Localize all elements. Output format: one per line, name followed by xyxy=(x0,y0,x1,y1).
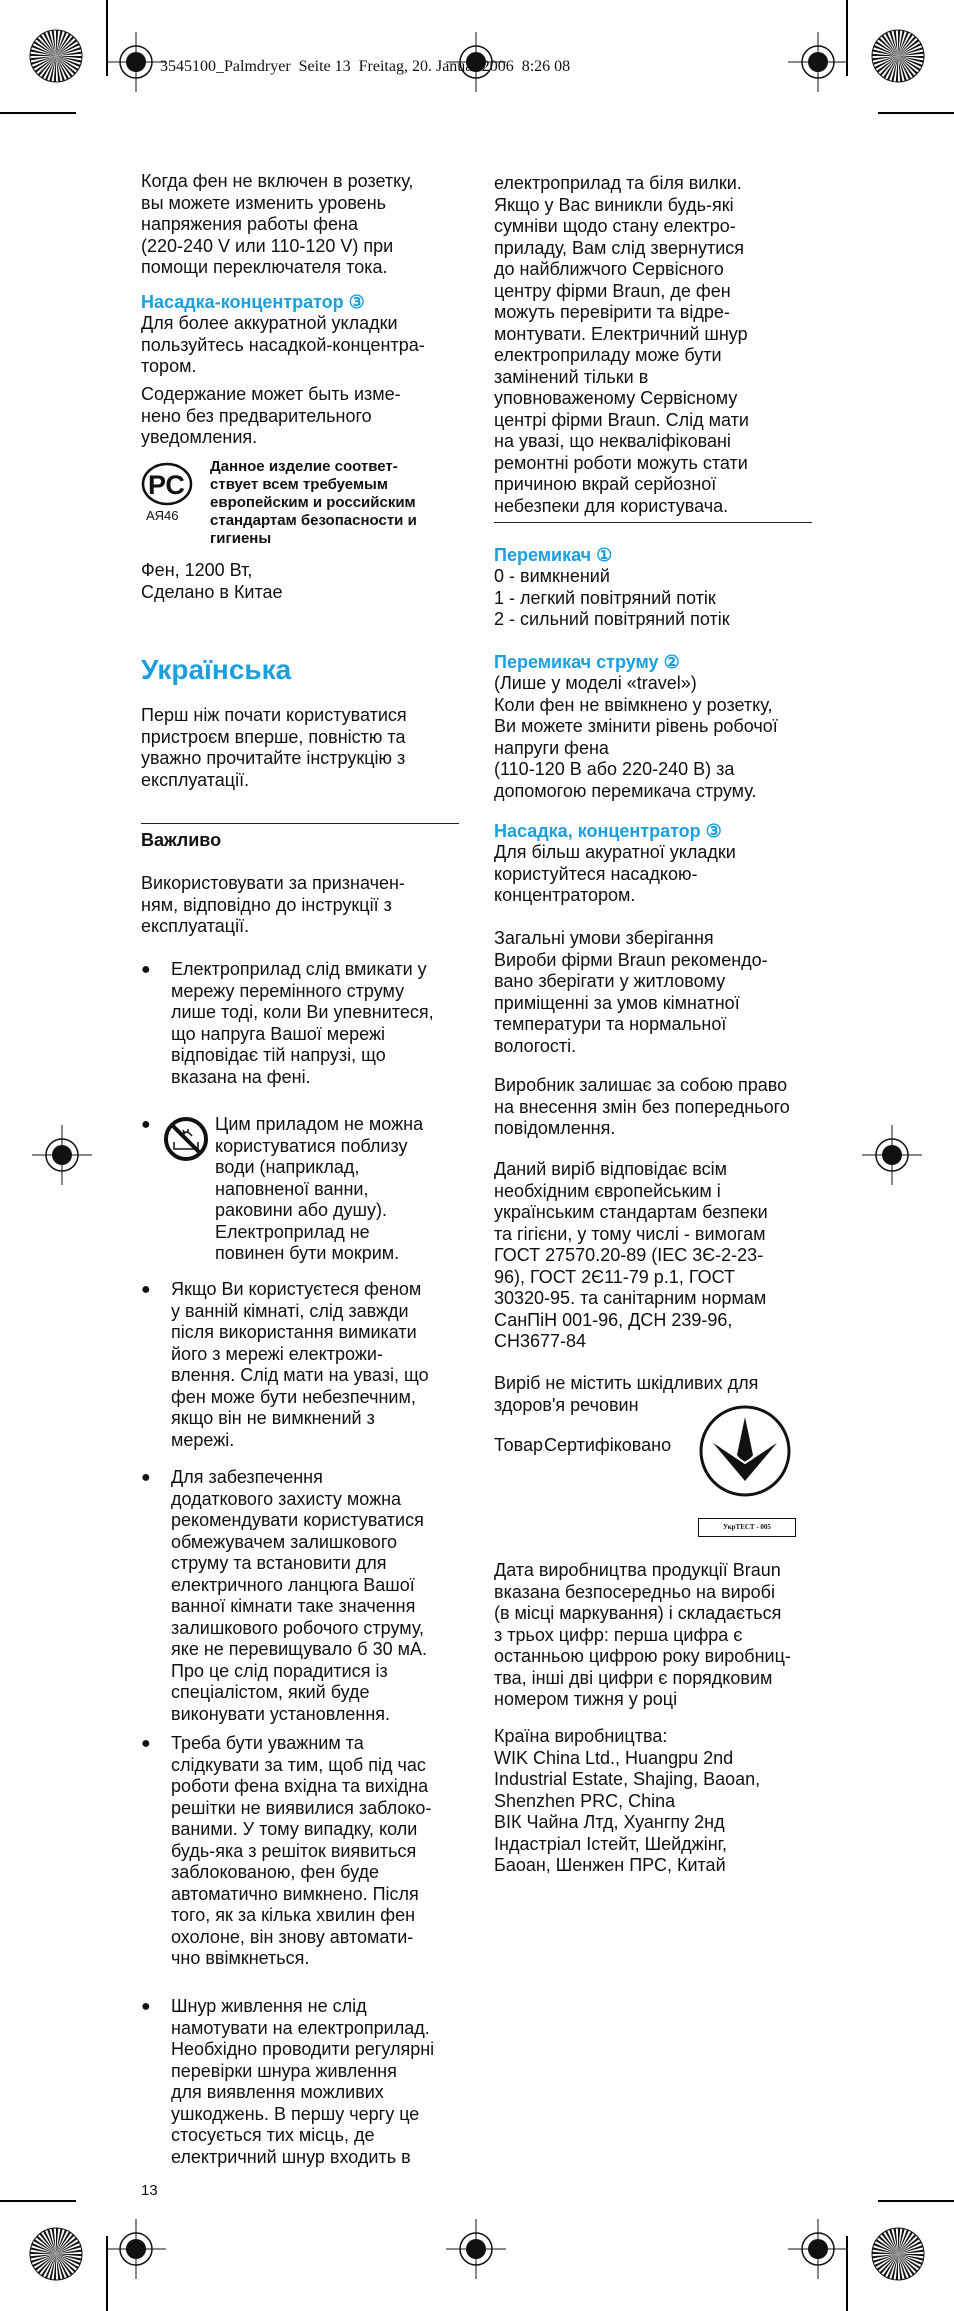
bullet-text: Шнур живлення не слід намотувати на електроприлад. Необхідно проводити регулярні перевірки шнура живлення для виявлення можливих ушкоджень. В першу чергу це стосується тих місць, де електричний шнур входить в xyxy=(171,1996,435,2167)
cord-continued-paragraph: електроприлад та біля вилки. Якщо у Вас виникли будь-які сумніви щодо стану електро- приладу, Вам слід звернутися до найближчого Сервісного центру фірми Braun, де фен можуть перевірити та відре- монтувати. Електричний шнур електроприладу може бути замінений тільки в уповноваженому Сервісному центрі фірми Braun. Слід мати на увазі, що некваліфіковані ремонтні роботи можуть стати причиною вкрай серйозної небезпеки для користувача. xyxy=(494,173,749,516)
crop-line xyxy=(878,112,954,114)
bullet-text: Цим приладом не можна користуватися поблизу води (наприклад, наповненої ванни, раковини або душу). Електроприлад не повинен бути мокрим. xyxy=(215,1114,424,1263)
divider xyxy=(494,522,812,523)
ru-nozzle-paragraph: Для более аккуратной укладки пользуйтесь насадкой-концентра- тором. xyxy=(141,313,425,376)
registration-crosshair-icon xyxy=(106,32,166,97)
ua-intro-paragraph: Перш ніж почати користуватися пристроєм вперше, повністю та уважно прочитайте інструкцію з експлуатації. xyxy=(141,705,407,790)
ru-product-info: Фен, 1200 Вт, Сделано в Китае xyxy=(141,560,283,602)
voltage-switch-paragraph: (Лише у моделі «travel») Коли фен не ввімкнено у розетку, Ви можете змінити рівень робочої напруги фена (110-120 В або 220-240 В) за допомогою перемикача струму. xyxy=(494,673,778,801)
manufacturer-rights-paragraph: Виробник залишає за собою право на внесення змін без попереднього повідомлення. xyxy=(494,1075,790,1138)
bullet-icon: ● xyxy=(141,1116,151,1133)
registration-crosshair-icon xyxy=(788,2219,848,2284)
nozzle-heading: Насадка, концентратор ③ xyxy=(494,821,722,841)
certified-label: Товар Сертифіковано xyxy=(494,1435,672,1455)
gost-logo-letters: РС xyxy=(148,470,185,500)
bullet-icon: ● xyxy=(141,1281,151,1298)
registration-starburst-icon xyxy=(28,2226,84,2287)
bullet-text: Треба бути уважним та слідкувати за тим, щоб під час роботи фена вхідна та вихідна решітки не виявилися заблоко- ваними. У тому випадку, коли будь-яка з решіток виявиться заблокованою, фен буде автоматично вимкнено. Після того, як за кілька хвилин фен охолоне, він знову автомати- чно ввімкнеться. xyxy=(171,1733,432,1968)
bullet-icon: ● xyxy=(141,1469,151,1486)
registration-starburst-icon xyxy=(870,2226,926,2287)
country-of-origin-paragraph: Країна виробництва: WIK China Ltd., Huangpu 2nd Industrial Estate, Shajing, Baoan, Shenzhen PRC, China ВІК Чайна Лтд, Хуангпу 2нд Індастріал Істейт, Шейджінг, Баоан, Шенжен ПРС, Китай xyxy=(494,1726,761,1875)
registration-crosshair-icon xyxy=(106,2219,166,2284)
crop-line xyxy=(0,2200,76,2202)
ru-voltage-paragraph: Когда фен не включен в розетку, вы можете изменить уровень напряжения работы фена (220-240 V или 110-120 V) при помощи переключателя тока. xyxy=(141,171,414,277)
ru-notice-paragraph: Содержание может быть изме- нено без предварительного уведомления. xyxy=(141,384,401,447)
voltage-switch-heading: Перемикач струму ② xyxy=(494,652,680,672)
ru-certification-text: Данное изделие соответ- ствует всем требуемым европейским и российским стандартам безопасности и гигиены xyxy=(210,458,417,547)
print-slug: 3545100_Palmdryer Seite 13 Freitag, 20. Januar 2006 8:26 08 xyxy=(160,58,571,75)
registration-crosshair-icon xyxy=(862,1125,922,1190)
standards-paragraph: Даний виріб відповідає всім необхідним європейським і українським стандартам безпеки та гігієни, у тому числі - вимогам ГОСТ 27570.20-89 (IEC 3Є-2-23- 96), ГОСТ 2Є11-79 р.1, ГОСТ 30320-95. та санітарним нормам СанПіН 001-96, ДСН 239-96, СН3677-84 xyxy=(494,1159,768,1351)
ru-nozzle-heading: Насадка-концентратор ③ xyxy=(141,292,365,312)
storage-paragraph: Загальні умови зберігання Вироби фірми Braun рекомендо- вано зберігати у житловому приміщенні за умов кімнатної температури та нормальної вологості. xyxy=(494,928,768,1056)
nozzle-paragraph: Для більш акуратної укладки користуйтеся насадкою- концентратором. xyxy=(494,842,736,905)
bullet-text: Електроприлад слід вмикати у мережу перемінного струму лише тоді, коли Ви упевнитеся, що напруга Вашої мережі відповідає тій напрузі, що вказана на фені. xyxy=(171,959,434,1087)
divider xyxy=(141,823,459,824)
registration-starburst-icon xyxy=(870,28,926,89)
certificate-code-box: УкрТЕСТ - 005 xyxy=(698,1518,796,1537)
crop-line xyxy=(0,112,76,114)
no-water-warning-icon xyxy=(163,1116,209,1162)
page-number: 13 xyxy=(141,2182,158,2199)
registration-crosshair-icon xyxy=(32,1125,92,1190)
section-title-ukrainian: Українська xyxy=(141,654,292,685)
switch-heading: Перемикач ① xyxy=(494,545,613,565)
registration-crosshair-icon xyxy=(788,32,848,97)
gost-r-logo-icon xyxy=(140,460,210,524)
bullet-text: Якщо Ви користуєтеся феном у ванній кімнаті, слід завжди після використання вимикати його з мережі електрожи- влення. Слід мати на увазі, що фен може бути небезпечним, якщо він не вимкнений з мережі. xyxy=(171,1279,429,1450)
switch-paragraph: 0 - вимкнений 1 - легкий повітряний потік 2 - сильний повітряний потік xyxy=(494,566,730,629)
production-date-paragraph: Дата виробництва продукції Braun вказана безпосередньо на виробі (в місці маркування) і складається з трьох цифр: перша цифра є останньою цифрою року виробниц- тва, інші дві цифри є порядковим номером тижня у році xyxy=(494,1560,791,1709)
ukrsepro-certification-icon xyxy=(697,1403,793,1499)
ru-certification xyxy=(140,458,480,547)
registration-starburst-icon xyxy=(28,28,84,89)
bullet-icon: ● xyxy=(141,1998,151,2015)
important-paragraph: Використовувати за призначен- ням, відповідно до інструкції з експлуатації. xyxy=(141,873,405,936)
harmless-paragraph: Виріб не містить шкідливих для здоров'я речовин xyxy=(494,1373,759,1415)
important-heading: Важливо xyxy=(141,830,222,850)
gost-cert-code: АЯ46 xyxy=(146,508,179,523)
bullet-icon: ● xyxy=(141,1735,151,1752)
bullet-text: Для забезпечення додаткового захисту можна рекомендувати користуватися обмежувачем залишкового струму та встановити для електричного ланцюга Вашої ванної кімнати таке значення залишкового робочого струму, яке не перевищувало б 30 мА. Про це слід порадитися із спеціалістом, який буде виконувати установлення. xyxy=(171,1467,427,1724)
crop-line xyxy=(878,2200,954,2202)
bullet-icon: ● xyxy=(141,961,151,978)
registration-crosshair-icon xyxy=(446,2219,506,2284)
